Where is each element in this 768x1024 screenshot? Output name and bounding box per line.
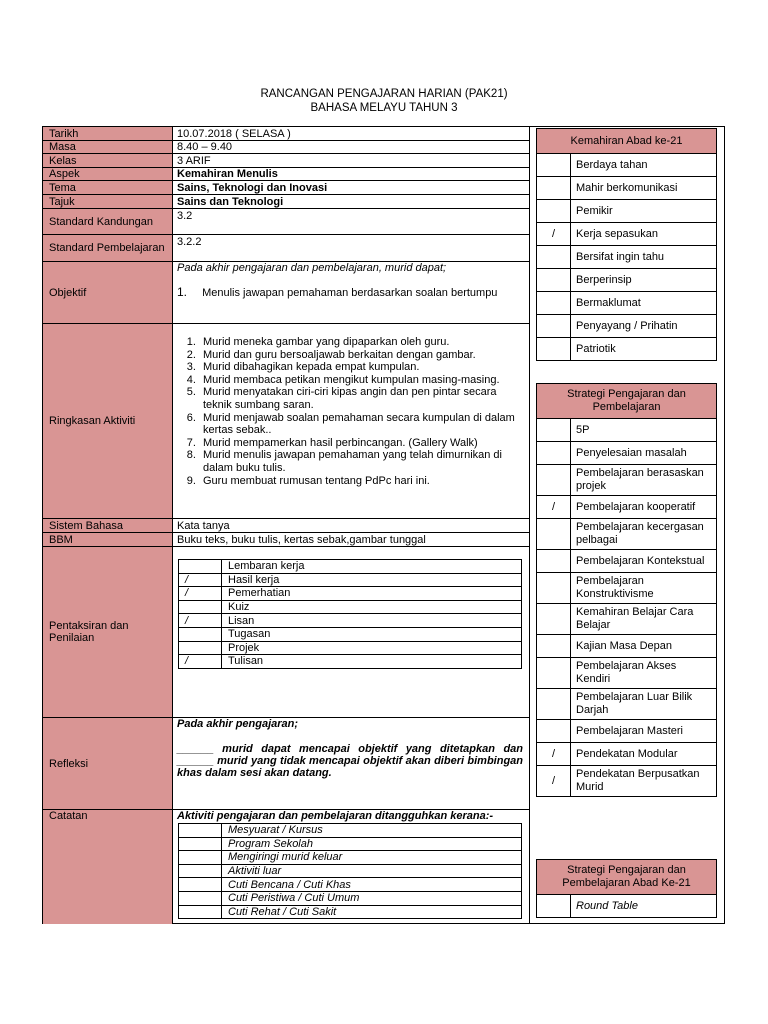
catatan-item-row xyxy=(179,864,522,878)
pentaksiran-item-check: / xyxy=(179,587,222,601)
objektif-item xyxy=(177,286,523,299)
strategi-item-check xyxy=(537,573,571,604)
kemahiran-item-label: Penyayang / Prihatin xyxy=(571,315,717,338)
catatan-item-check xyxy=(179,851,222,865)
pentaksiran-item-row xyxy=(179,614,522,628)
label-bbm: BBM xyxy=(43,533,173,546)
kemahiran-item-label: Bermaklumat xyxy=(571,292,717,315)
refleksi-intro: Pada akhir pengajaran; xyxy=(177,718,299,730)
value-aspek: Kemahiran Menulis xyxy=(177,168,278,180)
kemahiran-item-check xyxy=(537,246,571,269)
kemahiran-item-check xyxy=(537,200,571,223)
pentaksiran-item-row xyxy=(179,600,522,614)
strategi-item-label: Kemahiran Belajar Cara Belajar xyxy=(571,604,717,635)
row-pentaksiran xyxy=(43,547,529,718)
catatan-item-row xyxy=(179,837,522,851)
catatan-item-label: Aktiviti luar xyxy=(222,864,522,878)
strategi-item-label: Pembelajaran Konstruktivisme xyxy=(571,573,717,604)
strategi-item-row xyxy=(537,573,717,604)
pentaksiran-item-check xyxy=(179,560,222,574)
ringkasan-item: 9. Guru membuat rumusan tentang PdPc hari ini. xyxy=(199,475,515,488)
pentaksiran-item-check: / xyxy=(179,573,222,587)
strategi-item-title: Strategi Pengajaran dan Pembelajaran xyxy=(537,384,717,419)
ringkasan-item: 7. Murid mempamerkan hasil perbincangan. (Gallery Walk) xyxy=(199,437,515,450)
row-aspek xyxy=(43,168,529,181)
kemahiran-item-label: Patriotik xyxy=(571,338,717,361)
catatan-item-row xyxy=(179,851,522,865)
pentaksiran-item-check xyxy=(179,600,222,614)
catatan-item-check xyxy=(179,878,222,892)
strategi-item-row xyxy=(537,658,717,689)
catatan-item-label: Mesyuarat / Kursus xyxy=(222,824,522,838)
strategi-item-check: / xyxy=(537,743,571,766)
kemahiran-item-check: / xyxy=(537,223,571,246)
strategi-item-row xyxy=(537,743,717,766)
pentaksiran-item-row xyxy=(179,573,522,587)
kemahiran-item-check xyxy=(537,315,571,338)
catatan-item-label: Cuti Bencana / Cuti Khas xyxy=(222,878,522,892)
pentaksiran-item-label: Lembaran kerja xyxy=(222,560,522,574)
strategi-item-check xyxy=(537,635,571,658)
label-tarikh: Tarikh xyxy=(43,127,173,140)
value-bbm: Buku teks, buku tulis, kertas sebak,gambar tunggal xyxy=(177,534,426,546)
refleksi-body: ______ murid dapat mencapai objektif yang ditetapkan dan ______ murid yang tidak mencapai objektif akan diberi bimbingan khas dalam sesi akan datang. xyxy=(177,743,523,779)
row-standard-pembelajaran xyxy=(43,235,529,262)
strategi-item-row xyxy=(537,720,717,743)
ringkasan-item: 6. Murid menjawab soalan pemahaman secara kumpulan di dalam kertas sebak.. xyxy=(199,412,515,437)
pentaksiran-item-label: Tulisan xyxy=(222,655,522,669)
catatan-item-row xyxy=(179,824,522,838)
value-tarikh: 10.07.2018 ( SELASA ) xyxy=(177,128,291,140)
row-standard-kandungan xyxy=(43,209,529,235)
pentaksiran-item-check: / xyxy=(179,614,222,628)
kemahiran-item-row xyxy=(537,246,717,269)
catatan-item-row xyxy=(179,878,522,892)
kemahiran-item-label: Mahir berkomunikasi xyxy=(571,177,717,200)
kemahiran-item-check xyxy=(537,177,571,200)
strategi-item-label: Pembelajaran berasaskan projek xyxy=(571,465,717,496)
catatan-item-check xyxy=(179,905,222,919)
catatan-item-label: Program Sekolah xyxy=(222,837,522,851)
kemahiran-item-row xyxy=(537,177,717,200)
strategi-item-check xyxy=(537,658,571,689)
pentaksiran-table xyxy=(178,559,522,669)
strategi-item-label: Pembelajaran Akses Kendiri xyxy=(571,658,717,689)
pentaksiran-item-check: / xyxy=(179,655,222,669)
row-ringkasan-aktiviti xyxy=(43,324,529,519)
strategi-item-check xyxy=(537,465,571,496)
objektif-intro: Pada akhir pengajaran dan pembelajaran, murid dapat; xyxy=(177,262,447,274)
pentaksiran-item-check xyxy=(179,641,222,655)
row-tema xyxy=(43,181,529,195)
strategi-item-row xyxy=(537,419,717,442)
value-kelas: 3 ARIF xyxy=(177,155,211,167)
label-ringkasan-aktiviti: Ringkasan Aktiviti xyxy=(43,324,173,518)
strategi21-item-row xyxy=(537,895,717,918)
document-title: RANCANGAN PENGAJARAN HARIAN (PAK21) xyxy=(260,88,508,100)
document-subtitle: BAHASA MELAYU TAHUN 3 xyxy=(310,102,458,114)
catatan-item-row xyxy=(179,891,522,905)
strategi-item-row xyxy=(537,496,717,519)
label-catatan: Catatan xyxy=(43,810,173,924)
label-tajuk: Tajuk xyxy=(43,195,173,208)
catatan-table xyxy=(178,823,522,919)
strategi-item-check xyxy=(537,419,571,442)
pentaksiran-item-label: Lisan xyxy=(222,614,522,628)
strategi-item-row xyxy=(537,689,717,720)
kemahiran-item-row xyxy=(537,292,717,315)
strategi-item-check xyxy=(537,720,571,743)
strategi-item-check xyxy=(537,689,571,720)
label-refleksi: Refleksi xyxy=(43,718,173,809)
label-aspek: Aspek xyxy=(43,168,173,180)
kemahiran-item-row xyxy=(537,269,717,292)
value-standard-kandungan: 3.2 xyxy=(177,210,193,222)
row-bbm xyxy=(43,533,529,547)
strategi-item-label: 5P xyxy=(571,419,717,442)
objektif-number: 1. xyxy=(177,285,188,299)
row-tajuk xyxy=(43,195,529,209)
strategi-item-check xyxy=(537,604,571,635)
strategi-pdp-table xyxy=(536,383,717,797)
column-separator xyxy=(529,127,530,923)
strategi-item-row xyxy=(537,519,717,550)
strategi-item-label: Penyelesaian masalah xyxy=(571,442,717,465)
value-sistem-bahasa: Kata tanya xyxy=(177,520,230,532)
ringkasan-item: 5. Murid menyatakan ciri-ciri kipas angin dan pen pintar secara teknik sumbang saran. xyxy=(199,386,515,411)
catatan-item-label: Cuti Peristiwa / Cuti Umum xyxy=(222,891,522,905)
strategi-item-label: Pendekatan Berpusatkan Murid xyxy=(571,766,717,797)
strategi-item-check xyxy=(537,442,571,465)
catatan-item-check xyxy=(179,837,222,851)
kemahiran-item-row xyxy=(537,315,717,338)
catatan-item-check xyxy=(179,864,222,878)
label-kelas: Kelas xyxy=(43,154,173,167)
kemahiran-item-label: Berperinsip xyxy=(571,269,717,292)
strategi-item-row xyxy=(537,766,717,797)
kemahiran-item-check xyxy=(537,292,571,315)
value-standard-pembelajaran: 3.2.2 xyxy=(177,236,202,248)
strategi-item-label: Pendekatan Modular xyxy=(571,743,717,766)
kemahiran-item-row xyxy=(537,223,717,246)
strategi-pdp-abad21-table xyxy=(536,859,717,918)
kemahiran-item-title: Kemahiran Abad ke-21 xyxy=(537,129,717,154)
ringkasan-item: 1. Murid meneka gambar yang dipaparkan oleh guru. xyxy=(199,336,515,349)
kemahiran-item-label: Pemikir xyxy=(571,200,717,223)
value-masa: 8.40 – 9.40 xyxy=(177,141,233,153)
catatan-item-check xyxy=(179,891,222,905)
pentaksiran-item-row xyxy=(179,560,522,574)
pentaksiran-item-label: Projek xyxy=(222,641,522,655)
pentaksiran-item-label: Pemerhatian xyxy=(222,587,522,601)
strategi-item-row xyxy=(537,604,717,635)
strategi-item-row xyxy=(537,635,717,658)
strategi-item-label: Pembelajaran Masteri xyxy=(571,720,717,743)
kemahiran-item-label: Kerja sepasukan xyxy=(571,223,717,246)
pentaksiran-item-label: Kuiz xyxy=(222,600,522,614)
catatan-item-row xyxy=(179,905,522,919)
kemahiran-item-check xyxy=(537,269,571,292)
ringkasan-item: 8. Murid menulis jawapan pemahaman yang telah dimurnikan di dalam buku tulis. xyxy=(199,449,515,474)
kemahiran-item-check xyxy=(537,154,571,177)
pentaksiran-item-row xyxy=(179,627,522,641)
ringkasan-list xyxy=(173,336,515,487)
catatan-intro: Aktiviti pengajaran dan pembelajaran ditangguhkan kerana:- xyxy=(177,810,494,822)
catatan-item-check xyxy=(179,824,222,838)
pentaksiran-item-label: Tugasan xyxy=(222,627,522,641)
row-objektif xyxy=(43,262,529,324)
strategi-item-label: Pembelajaran Luar Bilik Darjah xyxy=(571,689,717,720)
objektif-text: Menulis jawapan pemahaman berdasarkan soalan bertumpu xyxy=(202,287,498,299)
ringkasan-item: 4. Murid membaca petikan mengikut kumpulan masing-masing. xyxy=(199,374,515,387)
label-sistem-bahasa: Sistem Bahasa xyxy=(43,519,173,532)
strategi-item-label: Pembelajaran kooperatif xyxy=(571,496,717,519)
kemahiran-item-label: Bersifat ingin tahu xyxy=(571,246,717,269)
label-masa: Masa xyxy=(43,141,173,153)
label-tema: Tema xyxy=(43,181,173,194)
strategi-item-row xyxy=(537,465,717,496)
row-tarikh xyxy=(43,127,529,141)
strategi-item-row xyxy=(537,442,717,465)
strategi-item-check: / xyxy=(537,496,571,519)
kemahiran-item-row xyxy=(537,338,717,361)
label-standard-pembelajaran: Standard Pembelajaran xyxy=(43,235,173,261)
strategi-item-label: Kajian Masa Depan xyxy=(571,635,717,658)
strategi21-item-title: Strategi Pengajaran dan Pembelajaran Abad Ke-21 xyxy=(537,860,717,895)
strategi-item-check: / xyxy=(537,766,571,797)
strategi-item-check xyxy=(537,519,571,550)
value-tajuk: Sains dan Teknologi xyxy=(177,196,284,208)
row-masa xyxy=(43,141,529,154)
value-tema: Sains, Teknologi dan Inovasi xyxy=(177,182,328,194)
strategi21-item-label: Round Table xyxy=(571,895,717,918)
catatan-item-label: Cuti Rehat / Cuti Sakit xyxy=(222,905,522,919)
pentaksiran-item-label: Hasil kerja xyxy=(222,573,522,587)
pentaksiran-item-check xyxy=(179,627,222,641)
label-objektif: Objektif xyxy=(43,262,173,323)
catatan-item-label: Mengiringi murid keluar xyxy=(222,851,522,865)
row-sistem-bahasa xyxy=(43,519,529,533)
ringkasan-list-wrap xyxy=(173,336,515,487)
ringkasan-item: 2. Murid dan guru bersoaljawab berkaitan dengan gambar. xyxy=(199,349,515,362)
pentaksiran-item-row xyxy=(179,655,522,669)
pentaksiran-item-row xyxy=(179,641,522,655)
row-catatan xyxy=(43,810,529,924)
strategi-item-row xyxy=(537,550,717,573)
row-refleksi xyxy=(43,718,529,810)
kemahiran-abad21-table xyxy=(536,128,717,361)
strategi-item-label: Pembelajaran Kontekstual xyxy=(571,550,717,573)
label-standard-kandungan: Standard Kandungan xyxy=(43,209,173,234)
row-kelas xyxy=(43,154,529,168)
kemahiran-item-label: Berdaya tahan xyxy=(571,154,717,177)
pentaksiran-item-row xyxy=(179,587,522,601)
ringkasan-item: 3. Murid dibahagikan kepada empat kumpulan. xyxy=(199,361,515,374)
strategi21-item-check xyxy=(537,895,571,918)
kemahiran-item-row xyxy=(537,154,717,177)
kemahiran-item-row xyxy=(537,200,717,223)
kemahiran-item-check xyxy=(537,338,571,361)
label-pentaksiran: Pentaksiran dan Penilaian xyxy=(43,547,173,717)
strategi-item-check xyxy=(537,550,571,573)
strategi-item-label: Pembelajaran kecergasan pelbagai xyxy=(571,519,717,550)
